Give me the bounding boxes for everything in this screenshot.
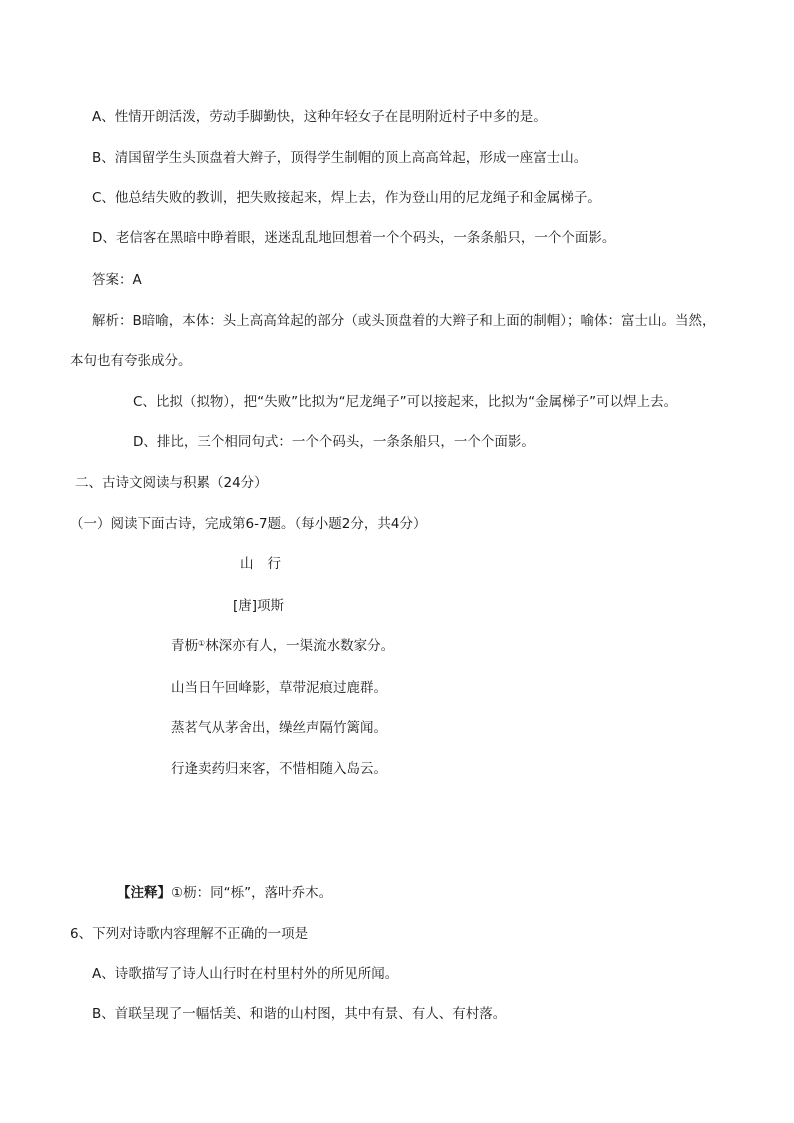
answer: 答案：A bbox=[92, 272, 142, 288]
poem-line-2: 山当日午回峰影，草带泥痕过鹿群。 bbox=[171, 680, 387, 696]
section-2-heading: 二、古诗文阅读与积累（24分） bbox=[75, 475, 268, 491]
poem-title bbox=[240, 555, 281, 573]
option-c: C、他总结失败的教训，把失败接起来，焊上去，作为登山用的尼龙绳子和金属梯子。 bbox=[92, 190, 601, 206]
analysis-line-1: 解析：B暗喻，本体：头上高高耸起的部分（或头顶盘着的大辫子和上面的制帽）；喻体：富士山。当然， bbox=[92, 313, 716, 329]
footnote-marker: ① bbox=[198, 639, 206, 648]
analysis-c: C、比拟（拟物），把“失败”比拟为“尼龙绳子”可以接起来，比拟为“金属梯子”可以焊上去。 bbox=[133, 394, 678, 410]
section-2-subheading: （一）阅读下面古诗，完成第6-7题。（每小题2分，共4分） bbox=[70, 516, 427, 532]
poem-line-1-start: 青枥 bbox=[171, 638, 198, 654]
question-6-option-b: B、首联呈现了一幅恬美、和谐的山村图，其中有景、有人、有村落。 bbox=[92, 1006, 507, 1022]
option-d: D、老信客在黑暗中睁着眼，迷迷乱乱地回想着一个个码头，一条条船只，一个个面影。 bbox=[92, 230, 616, 246]
option-b: B、清国留学生头顶盘着大辫子，顶得学生制帽的顶上高高耸起，形成一座富士山。 bbox=[92, 150, 588, 166]
question-6-stem: 6、下列对诗歌内容理解不正确的一项是 bbox=[70, 926, 309, 942]
poem-line-1 bbox=[171, 637, 394, 655]
poem-title-char-2: 行 bbox=[267, 556, 281, 572]
analysis-d: D、排比，三个相同句式：一个个码头，一条条船只，一个个面影。 bbox=[133, 434, 535, 450]
annotation-text: ①枥：同“栎”，落叶乔木。 bbox=[171, 885, 333, 901]
option-a: A、性情开朗活泼，劳动手脚勤快，这种年轻女子在昆明附近村子中多的是。 bbox=[92, 109, 547, 125]
poem-line-1-rest: 林深亦有人，一渠流水数家分。 bbox=[205, 638, 395, 654]
poem-line-4: 行逢卖药归来客，不惜相随入岛云。 bbox=[171, 761, 387, 777]
question-6-option-a: A、诗歌描写了诗人山行时在村里村外的所见所闻。 bbox=[92, 966, 399, 982]
poem-author: [唐]项斯 bbox=[233, 598, 285, 614]
poem-line-3: 蒸茗气从茅舍出，缲丝声隔竹篱闻。 bbox=[171, 720, 387, 736]
analysis-line-2: 本句也有夸张成分。 bbox=[70, 353, 192, 369]
poem-annotation bbox=[117, 884, 332, 902]
poem-title-char-1: 山 bbox=[240, 556, 254, 572]
annotation-label: 【注释】 bbox=[117, 885, 171, 901]
